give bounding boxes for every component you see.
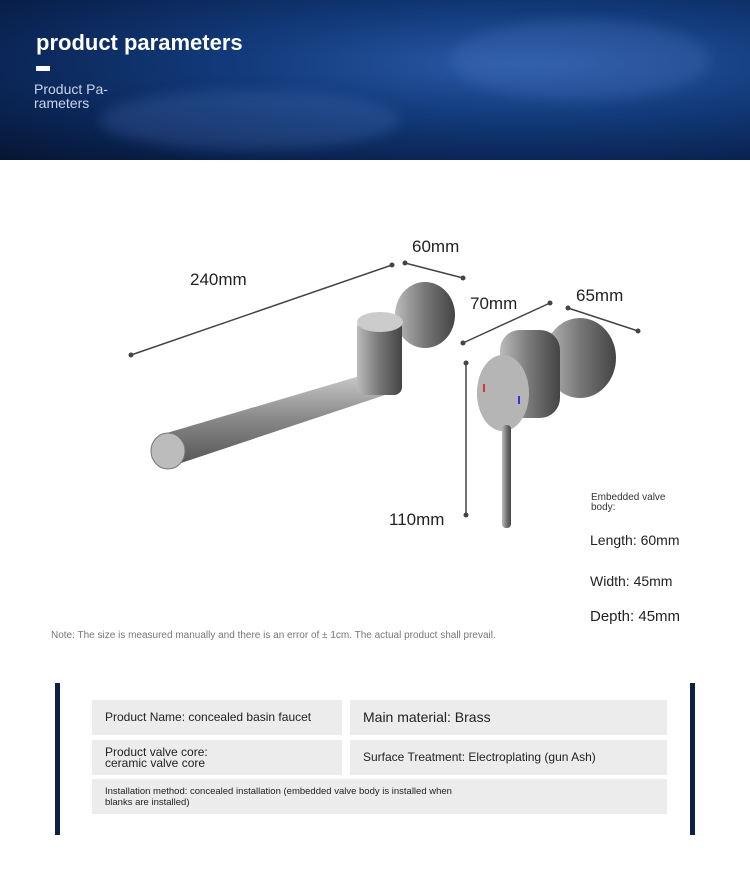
- param-valve-core: Product valve core: ceramic valve core: [92, 740, 342, 775]
- embedded-width: Width: 45mm: [590, 573, 673, 589]
- title-dash: [36, 66, 50, 71]
- param-product-name: Product Name: concealed basin faucet: [92, 700, 342, 735]
- param-material: Main material: Brass: [350, 700, 667, 735]
- dim-height: 110mm: [389, 510, 445, 529]
- page-title: product parameters: [36, 30, 243, 55]
- dim-depth: 60mm: [412, 237, 460, 256]
- page-subtitle: Product Pa-rameters: [34, 81, 108, 111]
- faucet-illustration: [0, 160, 750, 630]
- dim-handle: 70mm: [470, 294, 518, 313]
- embedded-depth: Depth: 45mm: [590, 608, 681, 625]
- spout: [160, 370, 385, 465]
- header-banner: [0, 0, 750, 160]
- dim-length: 240mm: [190, 270, 247, 289]
- lever: [502, 425, 511, 528]
- param-surface: Surface Treatment: Electroplating (gun Ash): [350, 740, 667, 775]
- embedded-label: Embedded valve body:: [591, 492, 666, 513]
- parameters-table: [55, 683, 695, 835]
- spout-wall-plate: [395, 282, 455, 348]
- embedded-length: Length: 60mm: [590, 532, 680, 548]
- param-installation: Installation method: concealed installation (embedded valve body is installed when blanks are installed): [92, 779, 667, 814]
- dim-plate: 65mm: [576, 286, 624, 305]
- size-note: Note: The size is measured manually and there is an error of ± 1cm. The actual product shall prevail.: [51, 630, 496, 641]
